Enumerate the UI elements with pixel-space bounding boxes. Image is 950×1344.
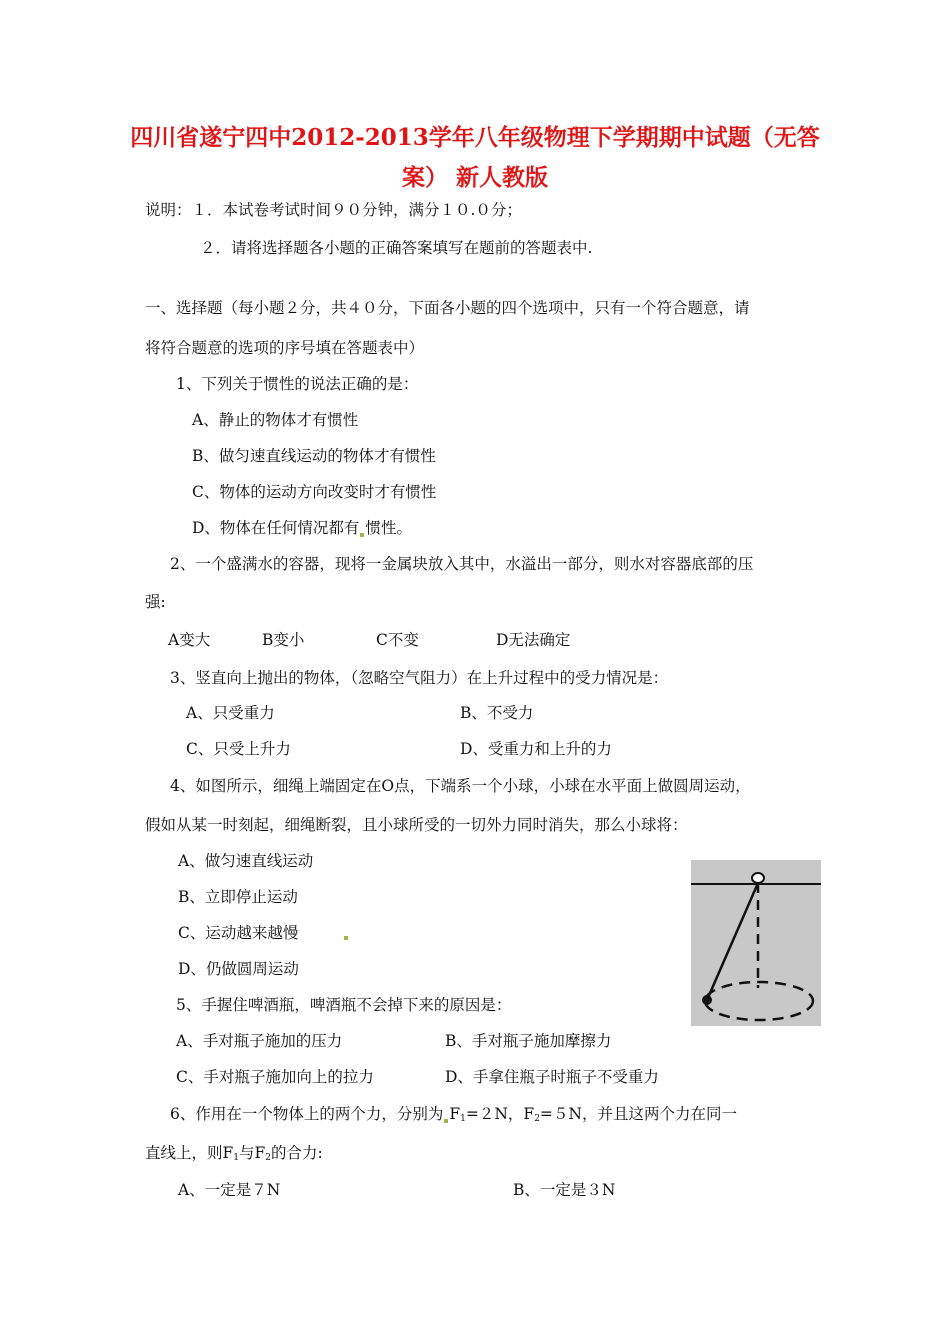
q5-option-d: D、手拿住瓶子时瓶子不受重力	[445, 1068, 659, 1086]
q1-option-d	[192, 518, 412, 538]
note-1: 说明：１．本试卷考试时间９０分钟，满分１０.０分；	[145, 201, 522, 219]
q3-stem: 3、竖直向上抛出的物体，（忽略空气阻力）在上升过程中的受力情况是：	[170, 669, 669, 687]
q2-option-a: A变大	[168, 631, 211, 649]
ink-dot	[360, 533, 364, 537]
note-2: ２．请将选择题各小题的正确答案填写在题前的答题表中.	[200, 239, 593, 257]
subscript: 2	[534, 1114, 540, 1124]
q1-stem: 1、下列关于惯性的说法正确的是：	[176, 375, 419, 393]
q4-option-a: A、做匀速直线运动	[178, 852, 314, 870]
q1-option-d-part2: 惯性。	[365, 519, 412, 537]
q6-stem-part: F	[449, 1105, 461, 1123]
page-title	[130, 118, 820, 198]
section-heading-line-1: 一、选择题（每小题２分，共４０分，下面各小题的四个选项中，只有一个符合题意，请	[145, 299, 750, 317]
q2-option-c: C不变	[376, 631, 419, 649]
section-heading-line-2: 将符合题意的选项的序号填在答题表中）	[145, 339, 425, 357]
title-line-1: 四川省遂宁四中2012-2013学年八年级物理下学期期中试题（无答	[130, 124, 820, 151]
q2-option-b: B变小	[262, 631, 305, 649]
q6-stem-part: =５N，并且这两个力在同一	[539, 1105, 737, 1123]
q6-stem-part: =２N，F	[465, 1105, 535, 1123]
q4-option-c: C、运动越来越慢	[178, 924, 299, 942]
q1-option-a: A、静止的物体才有惯性	[192, 411, 359, 429]
q3-option-c: C、只受上升力	[186, 740, 291, 758]
ink-dot	[444, 1119, 448, 1123]
q5-stem: 5、手握住啤酒瓶，啤酒瓶不会掉下来的原因是：	[176, 996, 512, 1014]
q6-stem-line-1	[170, 1104, 737, 1129]
subscript: 2	[265, 1153, 271, 1163]
pivot-point-o	[752, 873, 764, 883]
q2-stem-line-1: 2、一个盛满水的容器，现将一金属块放入其中，水溢出一部分，则水对容器底部的压	[170, 555, 754, 573]
title-line-2: 案） 新人教版	[401, 164, 548, 191]
q4-option-d: D、仍做圆周运动	[178, 960, 299, 978]
q4-stem-line-1: 4、如图所示，细绳上端固定在O点，下端系一个小球，小球在水平面上做圆周运动，	[170, 777, 751, 795]
q6-stem-line-2	[145, 1143, 323, 1168]
q5-option-a: A、手对瓶子施加的压力	[176, 1032, 343, 1050]
q5-option-c: C、手对瓶子施加向上的拉力	[176, 1068, 374, 1086]
q6-stem-part: 直线上，则F	[145, 1144, 234, 1162]
q1-option-d-part1: D、物体在任何情况都有	[192, 519, 360, 537]
q6-stem-part: 的合力:	[271, 1144, 323, 1162]
pendulum-figure	[691, 860, 821, 1026]
q1-option-b: B、做匀速直线运动的物体才有惯性	[192, 447, 436, 465]
q3-option-d: D、受重力和上升的力	[460, 740, 612, 758]
q2-stem-line-2: 强:	[145, 593, 166, 611]
q6-option-b: B、一定是３N	[513, 1181, 616, 1199]
q1-option-c: C、物体的运动方向改变时才有惯性	[192, 483, 437, 501]
q6-option-a: A、一定是７N	[178, 1181, 281, 1199]
ink-dot	[344, 936, 348, 940]
q4-stem-line-2: 假如从某一时刻起，细绳断裂，且小球所受的一切外力同时消失，那么小球将：	[145, 816, 688, 834]
q6-stem-part: 与F	[239, 1144, 266, 1162]
q5-option-b: B、手对瓶子施加摩擦力	[445, 1032, 612, 1050]
pendulum-diagram	[691, 860, 821, 1026]
q6-stem-part: 6、作用在一个物体上的两个力，分别为	[170, 1105, 444, 1123]
subscript: 1	[460, 1114, 466, 1124]
q3-option-b: B、不受力	[460, 704, 534, 722]
q3-option-a: A、只受重力	[186, 704, 275, 722]
subscript: 1	[233, 1153, 239, 1163]
q2-option-d: D无法确定	[496, 631, 571, 649]
q4-option-b: B、立即停止运动	[178, 888, 298, 906]
